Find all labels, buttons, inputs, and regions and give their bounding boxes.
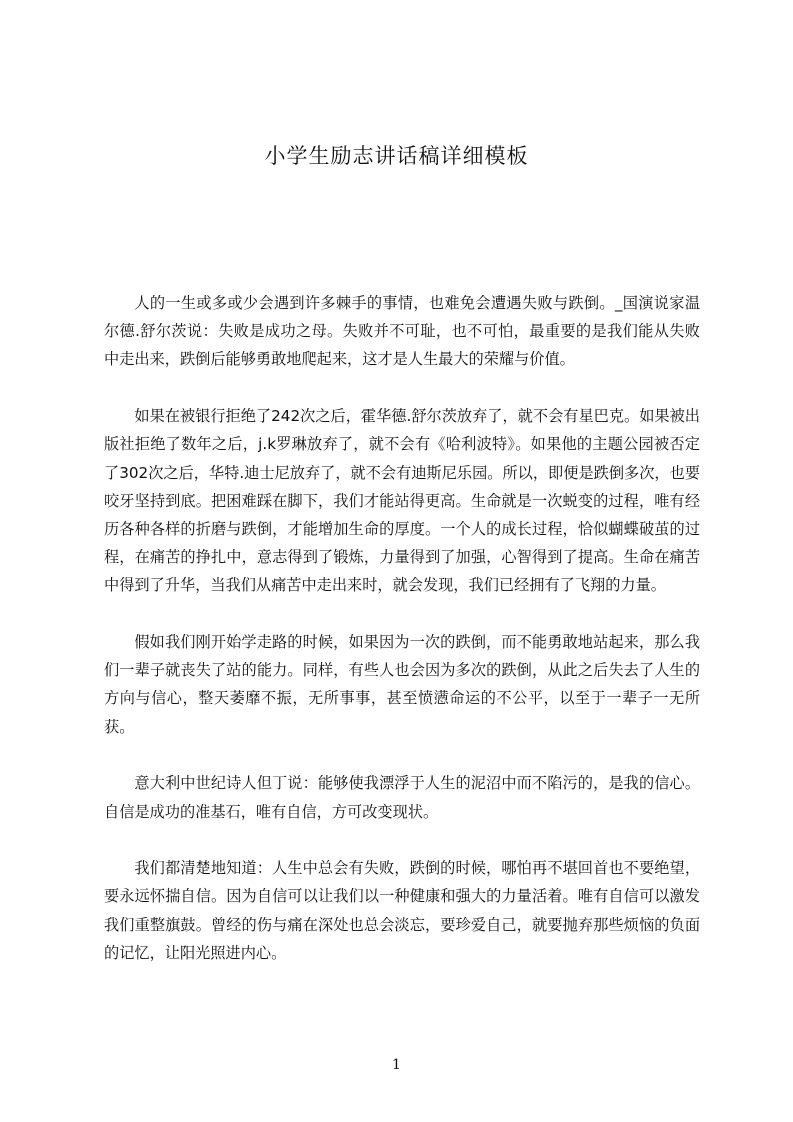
paragraph-3: 假如我们刚开始学走路的时候，如果因为一次的跌倒，而不能勇敢地站起来，那么我们一辈子就丧失了站的能力。同样，有些人也会因为多次的跌倒，从此之后失去了人生的方向与信心，整天萎靡不振，无所事事，甚至愤懑命运的不公平，以至于一辈子一无所获。 <box>104 633 700 736</box>
paragraph-2: 如果在被银行拒绝了242次之后，霍华德.舒尔茨放弃了，就不会有星巴克。如果被出版社拒绝了数年之后，j.k罗琳放弃了，就不会有《哈利波特》。如果他的主题公园被否定了302次之后，华特.迪士尼放弃了，就不会有迪斯尼乐园。所以，即便是跌倒多次，也要咬牙坚持到底。把困难踩在脚下，我们才能站得更高。生命就是一次蜕变的过程，唯有经历各种各样的折磨与跌倒，才能增加生命的厚度。一个人的成长过程，恰似蝴蝶破茧的过程，在痛苦的挣扎中，意志得到了锻炼，力量得到了加强，心智得到了提高。生命在痛苦中得到了升华，当我们从痛苦中走出来时，就会发现，我们已经拥有了飞翔的力量。 <box>104 407 700 595</box>
document-body <box>104 289 700 996</box>
page-number: 1 <box>392 1057 401 1073</box>
paragraph-5: 我们都清楚地知道：人生中总会有失败，跌倒的时候，哪怕再不堪回首也不要绝望，要永远怀揣自信。因为自信可以让我们以一种健康和强大的力量活着。唯有自信可以激发我们重整旗鼓。曾经的伤与痛在深处也总会淡忘，要珍爱自己，就要抛弃那些烦恼的负面的记忆，让阳光照进内心。 <box>104 859 700 962</box>
paragraph-4: 意大利中世纪诗人但丁说：能够使我漂浮于人生的泥沼中而不陷污的，是我的信心。自信是成功的准基石，唯有自信，方可改变现状。 <box>104 774 700 821</box>
document-title: 小学生励志讲话稿详细模板 <box>264 144 529 168</box>
paragraph-1: 人的一生或多或少会遇到许多棘手的事情，也难免会遭遇失败与跌倒。_国演说家温尔德.舒尔茨说：失败是成功之母。失败并不可耻，也不可怕，最重要的是我们能从失败中走出来，跌倒后能够勇敢地爬起来，这才是人生最大的荣耀与价值。 <box>104 294 700 369</box>
